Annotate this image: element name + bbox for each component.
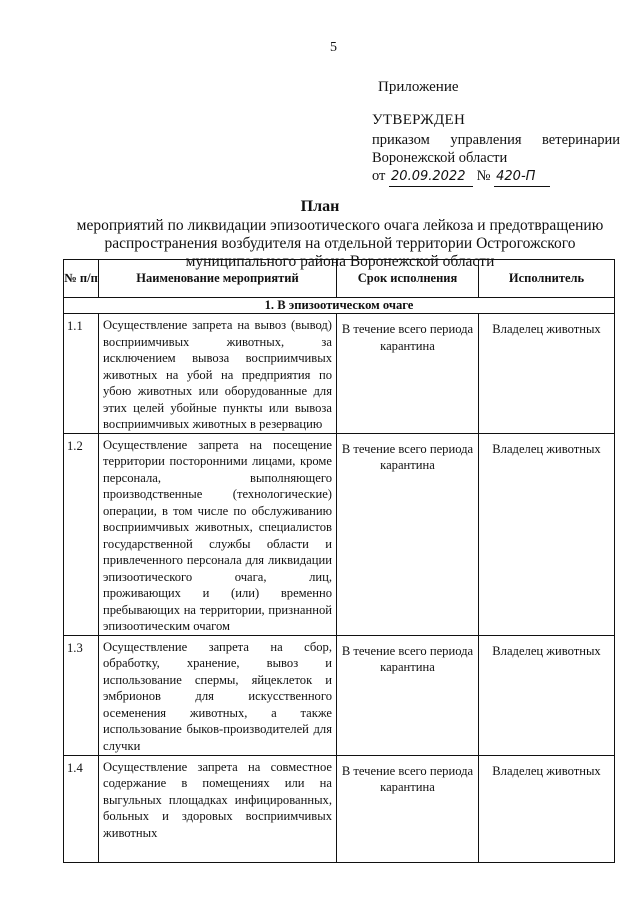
row-executor: Владелец животных <box>479 433 615 635</box>
row-term: В течение всего периода карантина <box>337 433 479 635</box>
row-term: В течение всего периода карантина <box>337 314 479 434</box>
row-term: В течение всего периода карантина <box>337 635 479 755</box>
row-executor: Владелец животных <box>479 755 615 862</box>
header-num: № п/п <box>64 260 99 298</box>
row-num: 1.4 <box>64 755 99 862</box>
order-number: 420-П <box>494 168 550 187</box>
row-num: 1.1 <box>64 314 99 434</box>
row-executor: Владелец животных <box>479 314 615 434</box>
order-date: 20.09.2022 <box>389 168 473 187</box>
row-term: В течение всего периода карантина <box>337 755 479 862</box>
page-number: 5 <box>330 40 337 55</box>
order-line-2: Воронежской области <box>372 150 508 166</box>
table-header-row <box>64 260 615 298</box>
order-reference <box>372 131 620 187</box>
section-title: 1. В эпизоотическом очаге <box>64 298 615 314</box>
row-name: Осуществление запрета на вывоз (вывод) восприимчивых животных, за исключением вывоза восприимчивых животных на убой на предприятия по убою животных или оборудованные для этих целей убойные пункты или вывоза восприимчивых животных в резервацию <box>99 314 337 434</box>
order-date-line <box>372 167 620 187</box>
header-name: Наименование мероприятий <box>99 260 337 298</box>
order-date-prefix: от <box>372 168 386 184</box>
measures-table <box>63 259 615 863</box>
plan-subtitle: мероприятий по ликвидации эпизоотического очага лейкоза и предотвращению распространения возбудителя на отдельной территории Острогожского муниципального района Воронежской области <box>76 217 604 270</box>
header-term: Срок исполнения <box>337 260 479 298</box>
approved-label: УТВЕРЖДЕН <box>372 112 466 128</box>
table-row <box>64 433 615 635</box>
order-number-prefix: № <box>476 168 491 184</box>
row-executor: Владелец животных <box>479 635 615 755</box>
row-name: Осуществление запрета на посещение территории посторонними лицами, кроме персонала, выполняющего производственные (технологические) операции, в том числе по обслуживанию восприимчивых животных, специалистов государственной службы области и привлеченного персонала для ликвидации эпизоотического очага, лиц, проживающих и (или) временно пребывающих на территории, признанной эпизоотическим очагом <box>99 433 337 635</box>
table-row <box>64 635 615 755</box>
appendix-label: Приложение <box>378 79 459 95</box>
table-row <box>64 755 615 862</box>
table-row <box>64 314 615 434</box>
row-name: Осуществление запрета на совместное содержание в помещениях или на выгульных площадках инфицированных, больных и здоровых восприимчивых животных <box>99 755 337 862</box>
row-num: 1.2 <box>64 433 99 635</box>
plan-title: План <box>300 198 340 215</box>
order-line-1: приказом управления ветеринарии <box>372 132 620 148</box>
row-name: Осуществление запрета на сбор, обработку, хранение, вывоз и использование спермы, яйцеклеток и эмбрионов для искусственного осеменения животных, а также использование быков-производителей для случки <box>99 635 337 755</box>
header-executor: Исполнитель <box>479 260 615 298</box>
row-num: 1.3 <box>64 635 99 755</box>
section-row <box>64 298 615 314</box>
